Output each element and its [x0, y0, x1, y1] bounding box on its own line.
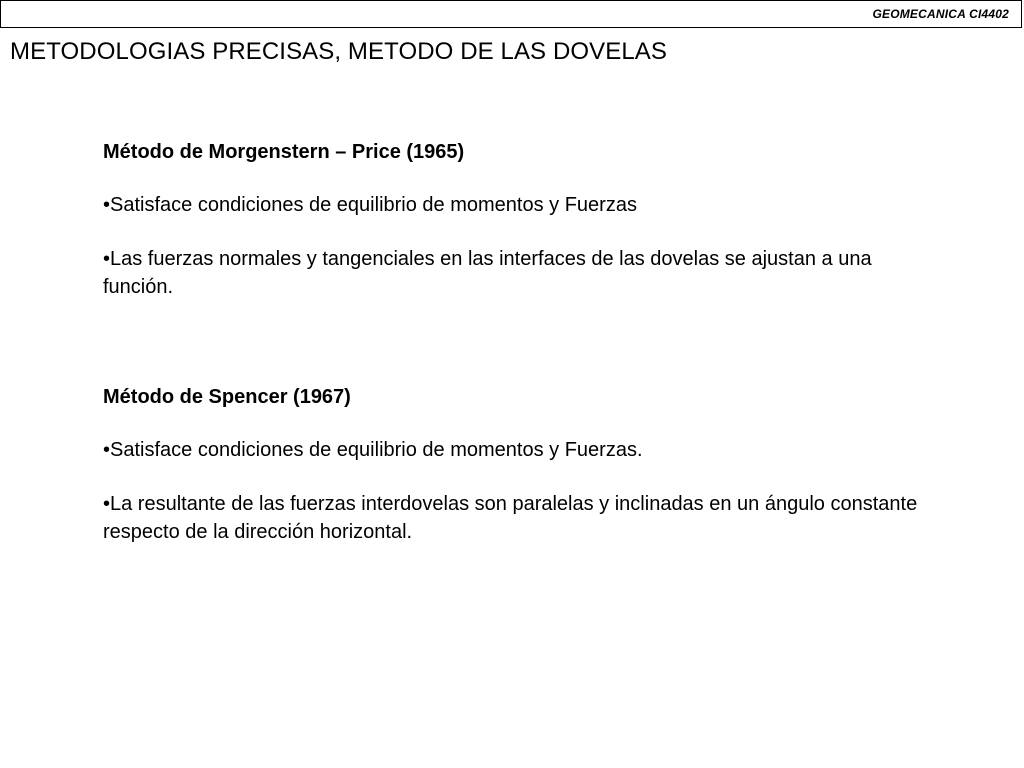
bullet-item: •Las fuerzas normales y tangenciales en las interfaces de las dovelas se ajustan a una función.	[103, 248, 872, 298]
section-morgenstern-price	[103, 138, 933, 301]
course-code: GEOMECANICA CI4402	[872, 7, 1009, 21]
bullet-item: •La resultante de las fuerzas interdovelas son paralelas y inclinadas en un ángulo constante respecto de la dirección horizontal.	[103, 493, 918, 543]
slide-content	[103, 138, 933, 546]
header-bar	[0, 0, 1022, 28]
section-heading: Método de Morgenstern – Price (1965)	[103, 141, 465, 163]
bullet-item: •Satisface condiciones de equilibrio de momentos y Fuerzas	[103, 194, 637, 216]
slide-title: METODOLOGIAS PRECISAS, METODO DE LAS DOVELAS	[10, 38, 668, 65]
section-spencer	[103, 383, 933, 546]
section-heading: Método de Spencer (1967)	[103, 386, 351, 408]
bullet-item: •Satisface condiciones de equilibrio de momentos y Fuerzas.	[103, 439, 643, 461]
